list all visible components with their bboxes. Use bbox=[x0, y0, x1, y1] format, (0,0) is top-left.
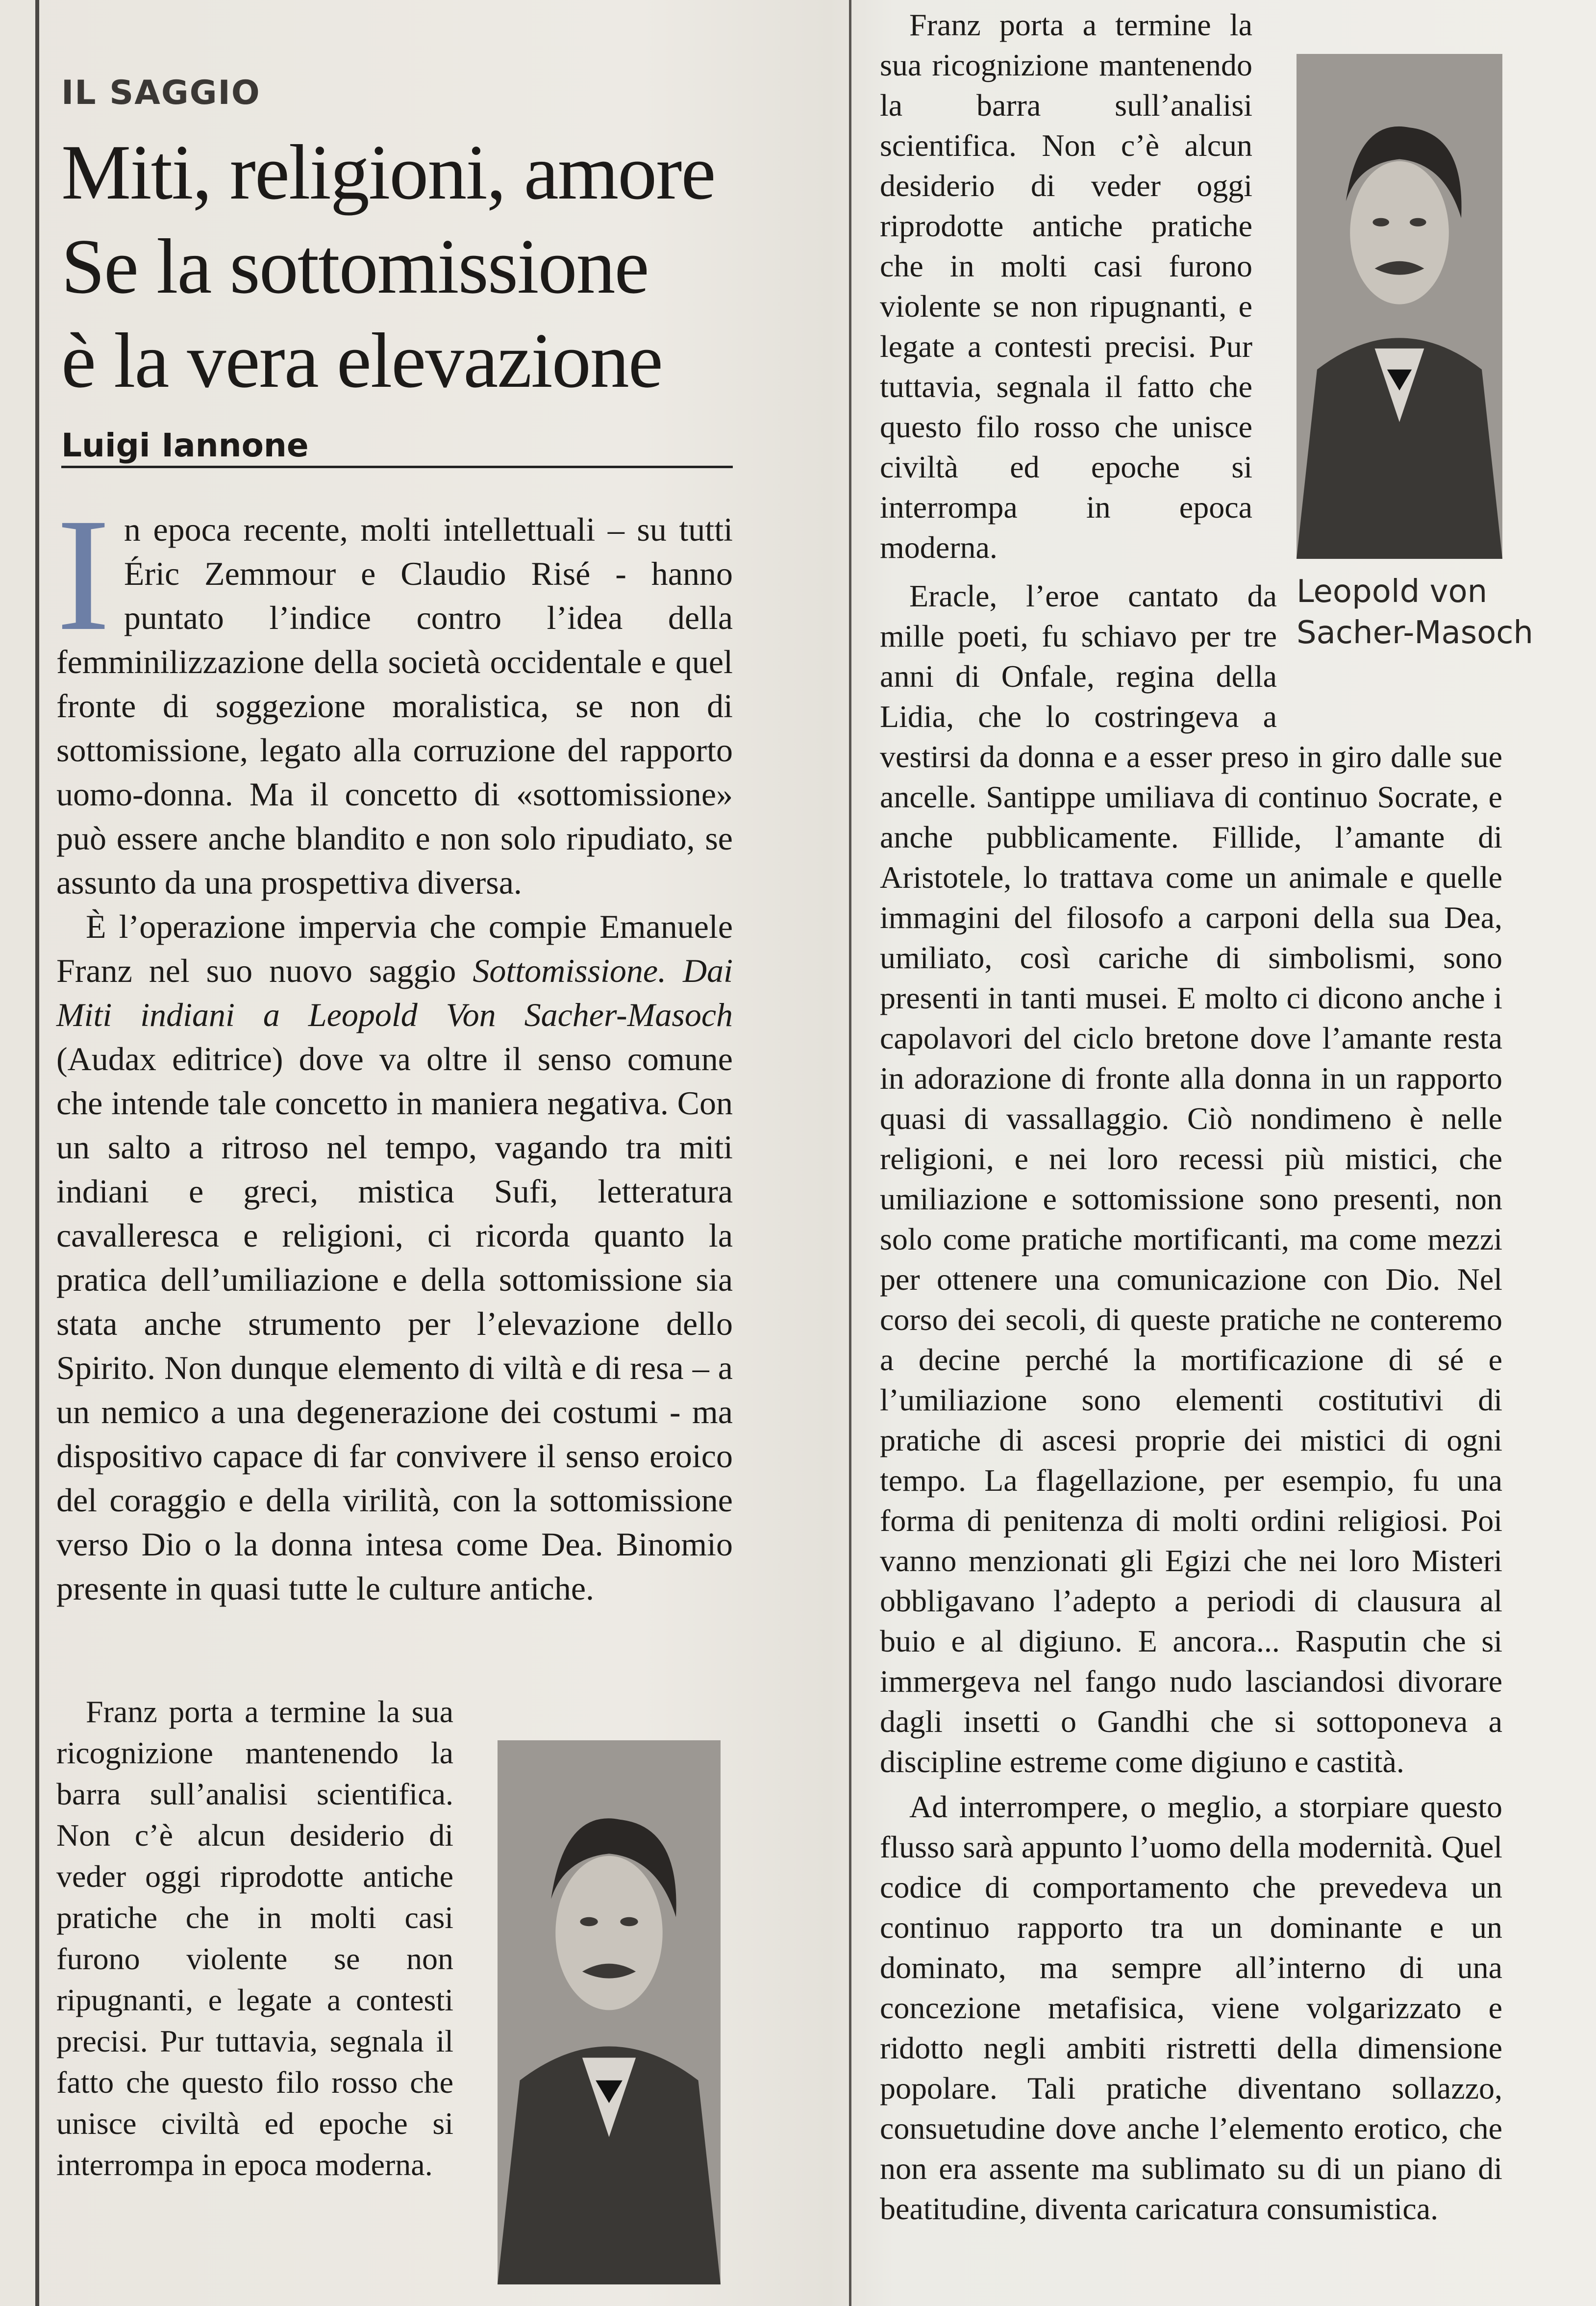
article-column-1-narrow bbox=[56, 1691, 453, 2185]
headline-line-1: Miti, religioni, amore bbox=[61, 128, 715, 216]
drop-cap: I bbox=[56, 485, 110, 664]
section-kicker: IL SAGGIO bbox=[61, 74, 261, 112]
author-byline: Luigi Iannone bbox=[61, 426, 309, 464]
paragraph-3: Franz porta a termine la sua ricognizione mantenendo la barra sull’analisi scientifica. Non c’è alcun desiderio di veder oggi riprodotte antiche pratiche che in molti casi furono violente se non ripugnanti, e legate a contesti precisi. Pur tuttavia, segnala il fatto che questo filo rosso che unisce civiltà ed epoche si interrompa in epoca moderna. bbox=[56, 1694, 453, 2182]
caption-spacer bbox=[1277, 576, 1502, 703]
article-column-1 bbox=[56, 485, 733, 1610]
article-column-2-top bbox=[880, 5, 1252, 568]
byline-rule bbox=[61, 466, 733, 468]
article-column-2 bbox=[880, 576, 1502, 2229]
column-2-paragraph-1: Franz porta a termine la sua ricognizione mantenendo la barra sull’analisi scientifica. Non c’è alcun desiderio di veder oggi riprodotte antiche pratiche che in molti casi furono violente se non ripugnanti, e legate a contesti precisi. Pur tuttavia, segnala il fatto che questo filo rosso che unisce civiltà ed epoche si interrompa in epoca moderna. bbox=[880, 7, 1252, 565]
headline bbox=[61, 125, 772, 407]
book-title: Sottomissione. Dai Miti indiani a Leopold Von Sacher-Masoch bbox=[56, 952, 733, 1033]
column-divider bbox=[849, 0, 851, 2306]
column-2-paragraph-2: Eracle, l’eroe cantato da mille poeti, fu schiavo per tre anni di Onfale, regina della Lidia, che lo costringeva a vestirsi da donna e a esser preso in giro dalle sue ancelle. Santippe umiliava di continuo Socrate, e anche pubblicamente. Fillide, l’amante di Aristotele, lo trattava come un animale e quelle immagini del filosofo a carponi della sua Dea, umiliato, così cariche di simbolismi, sono presenti in tanti musei. E molto ci dicono anche i capolavori del ciclo bretone dove l’amante resta in adorazione di fronte alla donna in un rapporto quasi di vassallaggio. Ciò nondimeno è nelle religioni, e nei loro recessi più mistici, che umiliazione e sottomissione sono presenti, non solo come pratiche mortificanti, ma come mezzi per ottenere una comunicazione con Dio. Nel corso dei secoli, di queste pratiche ne conteremo a decine perché la mortificazione di sé e l’umiliazione sono elementi costitutivi di pratiche di ascesi proprie dei mistici di ogni tempo. La flagellazione, per esempio, fu una forma di penitenza di molti ordini religiosi. Poi vanno menzionati gli Egizi che nei loro Misteri obbligavano l’adepto a periodi di clausura al buio e al digiuno. E ancora... Rasputin che si immergeva nel fango nudo lasciandosi divorare dagli insetti o Gandhi che si sottoponeva a discipline estreme come digiuno e castità. bbox=[880, 578, 1502, 1779]
portrait-icon bbox=[498, 1740, 721, 2284]
column-2-paragraph-3: Ad interrompere, o meglio, a storpiare questo flusso sarà appunto l’uomo della modernità. Quel codice di comportamento che prevedeva un continuo rapporto tra un dominante e un dominato, ma sempre all’interno di una concezione metafisica, viene volgarizzato e ridotto negli ambiti ristretti della dimensione popolare. Tali pratiche diventano sollazzo, consuetudine dove anche l’elemento erotico, che non era assente ma sublimato su di un piano di beatitudine, diventa caricatura consumistica. bbox=[880, 1789, 1502, 2226]
paragraph-2 bbox=[56, 904, 733, 1610]
paragraph-2-text-a: È l’operazione impervia che compie Emanuele Franz nel suo nuovo saggio bbox=[56, 908, 733, 989]
portrait-photo-right bbox=[1297, 54, 1502, 559]
paragraph-1: n epoca recente, molti intellettuali – su tutti Éric Zemmour e Claudio Risé - hanno puntato l’indice contro l’idea della femminilizzazione della società occidentale e quel fronte di soggezione moralistica, se non di sottomissione, legato alla corruzione del rapporto uomo-donna. Ma il concetto di «sottomissione» può essere anche blandito e non solo ripudiato, se assunto da una prospettiva diversa. bbox=[56, 511, 733, 901]
caption-line-2: Sacher-Masoch bbox=[1297, 615, 1533, 651]
headline-line-3: è la vera elevazione bbox=[61, 317, 662, 404]
portrait-icon bbox=[1297, 54, 1502, 559]
left-margin-rule bbox=[35, 0, 39, 2306]
portrait-photo-left bbox=[498, 1740, 721, 2284]
paragraph-2-text-b: (Audax editrice) dove va oltre il senso comune che intende tale concetto in maniera negativa. Con un salto a ritroso nel tempo, vagando tra miti indiani e greci, mistica Sufi, letteratura cavalleresca e religioni, ci ricorda quanto la pratica dell’umiliazione e della sottomissione sia stata anche strumento per l’elevazione dello Spirito. Non dunque elemento di viltà e di resa – a un nemico a una degenerazione dei costumi - ma dispositivo capace di far convivere il senso eroico del coraggio e della virilità, con la sottomissione verso Dio o la donna intesa come Dea. Binomio presente in quasi tutte le culture antiche. bbox=[56, 1040, 733, 1607]
headline-line-2: Se la sottomissione bbox=[61, 223, 648, 310]
caption-line-1: Leopold von bbox=[1297, 574, 1488, 610]
